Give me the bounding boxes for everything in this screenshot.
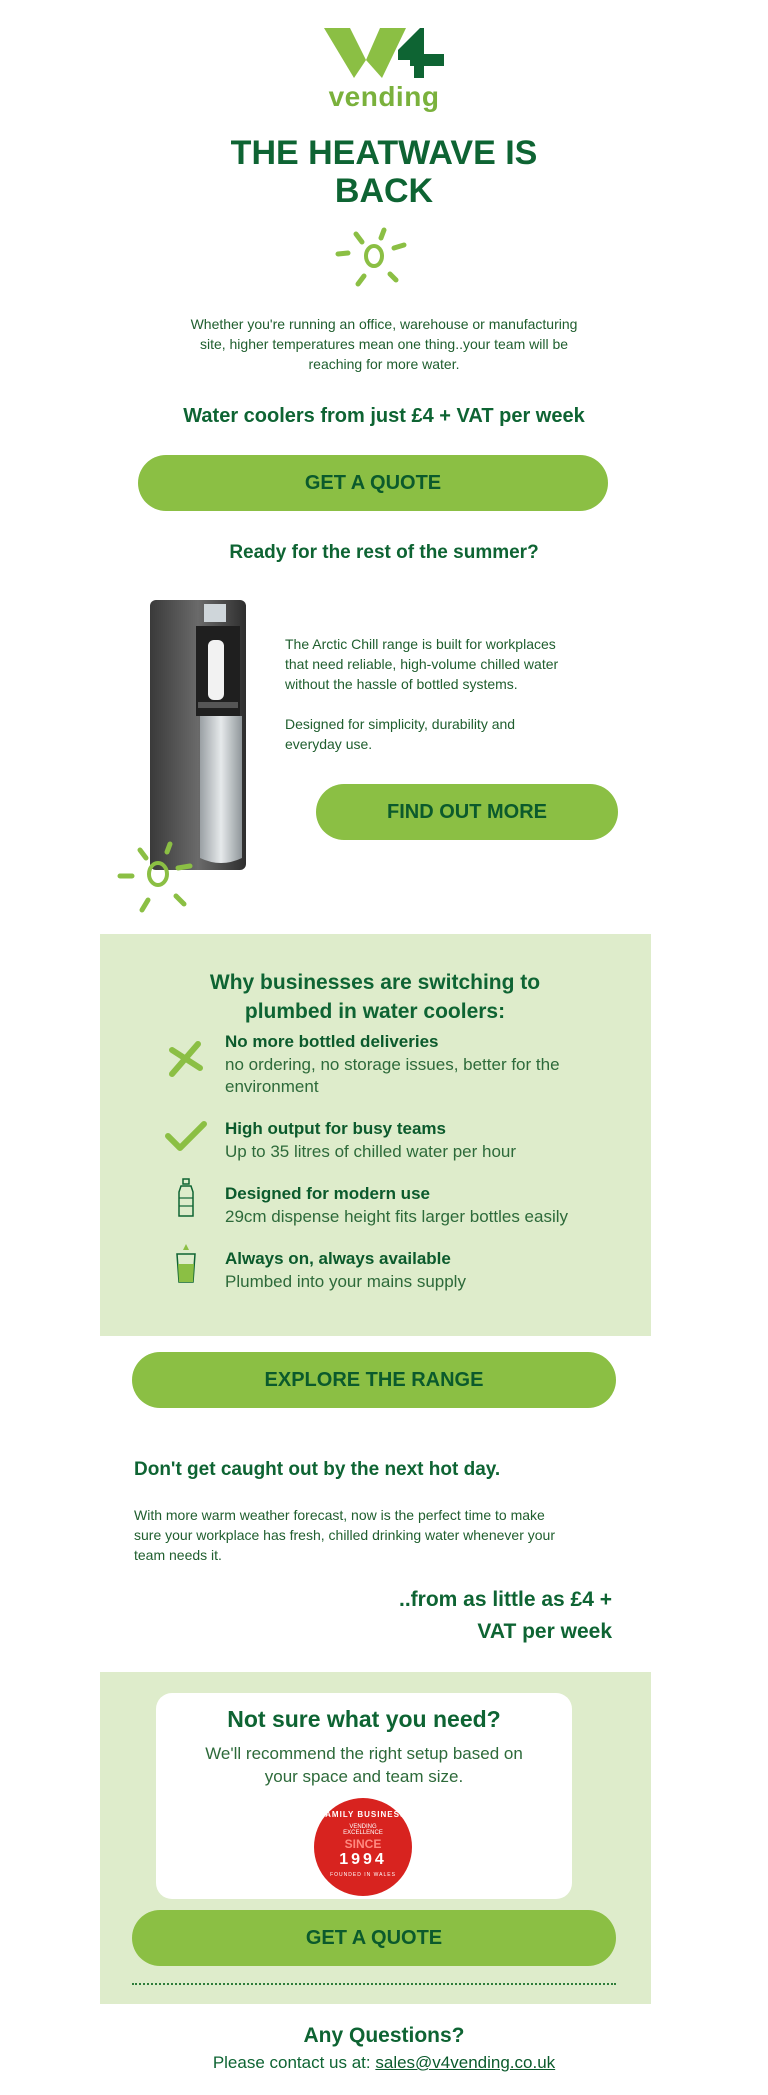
dotted-divider [132,1983,616,1985]
contact-email-link[interactable]: sales@v4vending.co.uk [375,2053,556,2072]
hotday-heading: Don't get caught out by the next hot day. [134,1459,501,1480]
logo[interactable] [320,24,448,112]
get-quote-button[interactable]: GET A QUOTE [138,455,608,511]
footer-heading: Any Questions? [303,2024,465,2047]
benefit-desc-1: no ordering, no storage issues, better for the environment [225,1055,560,1096]
sun-icon [334,226,414,296]
get-quote-button-bottom[interactable]: GET A QUOTE [132,1910,616,1966]
badge-since: SINCE [344,1837,382,1851]
recommend-body: We'll recommend the right setup based on your space and team size. [205,1744,523,1786]
benefit-desc-3: 29cm dispense height fits larger bottles easily [225,1207,569,1226]
summer-heading: Ready for the rest of the summer? [229,542,539,563]
benefit-title-3: Designed for modern use [225,1184,430,1203]
hero-intro: Whether you're running an office, warehouse or manufacturing site, higher temperatures mean one thing..your team will be reaching for more water. [190,316,578,372]
hero-title: THE HEATWAVE IS BACK [230,134,538,210]
small-sun-icon [116,838,206,918]
find-out-more-button[interactable]: FIND OUT MORE [316,784,618,840]
hotday-price: ..from as little as £4 + VAT per week [398,1588,612,1643]
summer-paragraph-2: Designed for simplicity, durability and everyday use. [285,716,516,752]
benefit-title-1: No more bottled deliveries [225,1032,439,1051]
checkmark-icon [164,1118,208,1154]
summer-paragraph-1: The Arctic Chill range is built for workplaces that need reliable, high-volume chilled water without the hassle of bottled systems. [285,636,559,692]
benefit-desc-4: Plumbed into your mains supply [225,1272,466,1291]
benefit-title-4: Always on, always available [225,1249,451,1268]
footer-contact [134,2053,634,2073]
logo-mark-icon [320,24,448,84]
logo-wordmark: vending [328,81,440,112]
badge-year: 1994 [339,1851,387,1868]
bottle-icon [176,1178,196,1218]
recommend-heading: Not sure what you need? [227,1706,501,1732]
hero-price-line: Water coolers from just £4 + VAT per week [183,405,585,427]
footer-contact-prefix: Please contact us at: [212,2053,376,2072]
water-cooler-image [146,596,252,876]
family-business-badge [314,1798,412,1896]
benefits-heading: Why businesses are switching to plumbed in water coolers: [209,971,541,1023]
badge-line2: EXCELLENCE [343,1830,383,1836]
badge-bottom-text: FOUNDED IN WALES [330,1872,396,1878]
crossed-bottle-icon [166,1036,206,1080]
cup-icon [174,1242,198,1284]
benefit-desc-2: Up to 35 litres of chilled water per hour [225,1142,517,1161]
badge-top-text: FAMILY BUSINESS [319,1810,407,1819]
badge-line1: VENDING [349,1824,377,1830]
benefit-title-2: High output for busy teams [225,1119,446,1138]
hotday-body: With more warm weather forecast, now is the perfect time to make sure your workplace has fresh, chilled drinking water whenever your team needs it. [134,1507,555,1563]
explore-range-button[interactable]: EXPLORE THE RANGE [132,1352,616,1408]
